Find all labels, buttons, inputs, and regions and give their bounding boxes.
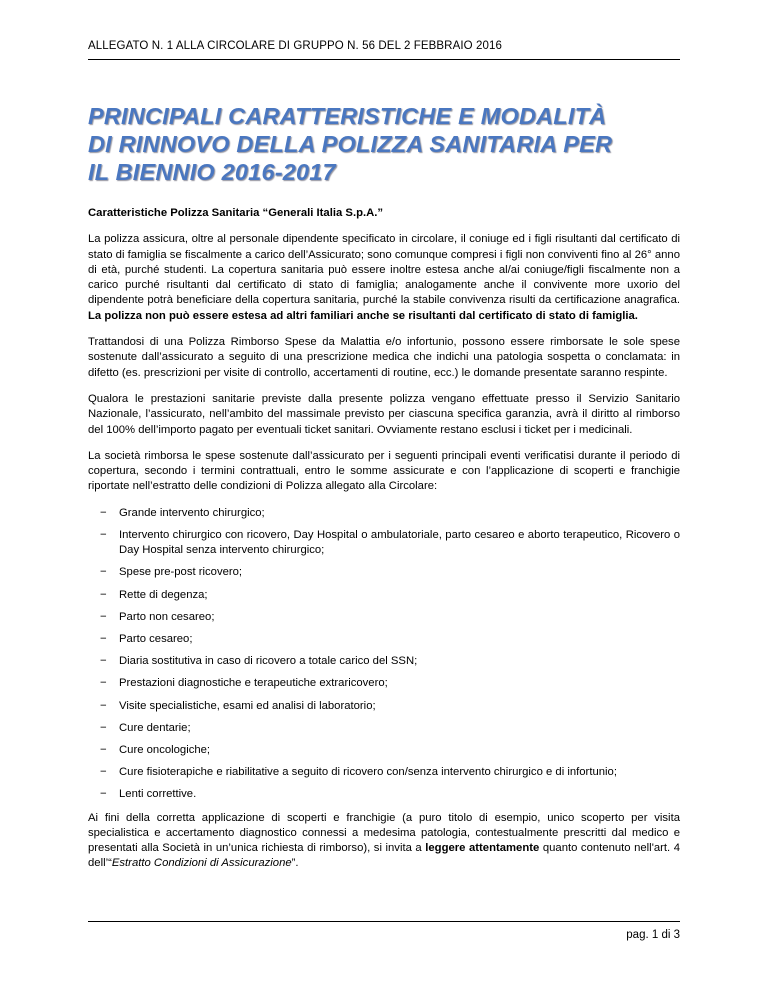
list-item — [88, 632, 680, 647]
list-item — [88, 654, 680, 669]
list-item-text: Lenti correttive. — [119, 788, 197, 801]
list-item — [88, 743, 680, 758]
franchise-text-before: Ai fini della corretta applicazione di scoperti e franchigie (a puro titolo di esempio, unico scoperto per visita specialistica e accertamento diagnostico connessi a medesima patologia, contestualmente prescritti dal medico e presentati alla Società in un’unica richiesta di rimborso), si invita a — [88, 811, 680, 855]
paragraph-coverage — [88, 232, 680, 324]
list-item — [88, 721, 680, 736]
header-divider — [88, 59, 680, 60]
paragraph-coverage-bold: La polizza non può essere estesa ad altri familiari anche se risultanti dal certificato di stato di famiglia. — [88, 309, 638, 322]
list-item-text: Intervento chirurgico con ricovero, Day Hospital o ambulatoriale, parto cesareo e aborto terapeutico, Ricovero o Day Hospital senza intervento chirurgico; — [119, 528, 680, 557]
list-item — [88, 787, 680, 802]
dash-bullet-icon: − — [100, 743, 107, 756]
list-item-text: Grande intervento chirurgico; — [119, 506, 265, 519]
title-line-3: IL BIENNIO 2016-2017 — [88, 159, 336, 185]
section-subtitle: Caratteristiche Polizza Sanitaria “Generali Italia S.p.A.” — [88, 207, 384, 219]
list-item — [88, 528, 680, 559]
dash-bullet-icon: − — [100, 788, 107, 801]
list-item-text: Prestazioni diagnostiche e terapeutiche extraricovero; — [119, 677, 388, 690]
dash-bullet-icon: − — [100, 721, 107, 734]
dash-bullet-icon: − — [100, 655, 107, 668]
list-item — [88, 565, 680, 580]
list-item-text: Parto non cesareo; — [119, 610, 215, 623]
paragraph-ssn: Qualora le prestazioni sanitarie previste dalla presente polizza vengano effettuate presso il Servizio Sanitario Nazionale, l’assicurato, nell’ambito del massimale previsto per ciascuna specifica garanzia, avrà il diritto al rimborso del 100% dell’importo pagato per eventuali ticket sanitari. Ovviamente restano esclusi i ticket per i medicinali. — [88, 392, 680, 436]
list-item — [88, 676, 680, 691]
franchise-bold: leggere attentamente — [425, 842, 540, 855]
list-item — [88, 506, 680, 521]
paragraph-coverage-text: La polizza assicura, oltre al personale dipendente specificato in circolare, il coniuge ed i figli risultanti dal certificato di stato di famiglia se fiscalmente a carico dell’Assicurato; sono comunque compresi i figli non conviventi fino al 26° anno di età, purché studenti. La copertura sanitaria può essere inoltre estesa anche al/ai coniuge/figli fiscalmente non a carico purché risultanti dal certificato di stato di famiglia; analogamente anche il convivente more uxorio del dipendente potrà beneficiare della copertura sanitaria, purché la stabile convivenza risulti da certificazione anagrafica. — [88, 233, 680, 307]
list-item-text: Visite specialistiche, esami ed analisi di laboratorio; — [119, 699, 376, 712]
dash-bullet-icon: − — [100, 588, 107, 601]
list-item-text: Spese pre-post ricovero; — [119, 566, 243, 579]
list-item — [88, 588, 680, 603]
list-item — [88, 699, 680, 714]
dash-bullet-icon: − — [100, 632, 107, 645]
list-item — [88, 610, 680, 625]
list-item-text: Cure oncologiche; — [119, 743, 211, 756]
page-header: ALLEGATO N. 1 ALLA CIRCOLARE DI GRUPPO N. 56 DEL 2 FEBBRAIO 2016 — [88, 40, 502, 52]
paragraph-events-intro: La società rimborsa le spese sostenute dall’assicurato per i seguenti principali eventi verificatisi durante il periodo di copertura, secondo i termini contrattuali, entro le somme assicurate e con l’applicazione di scoperti e franchigie riportate nell’estratto delle condizioni di Polizza allegato alla Circolare: — [88, 449, 680, 493]
dash-bullet-icon: − — [100, 610, 107, 623]
franchise-italic: Estratto Condizioni di Assicurazione — [111, 857, 292, 870]
dash-bullet-icon: − — [100, 699, 107, 712]
list-item — [88, 765, 680, 780]
title-line-2: DI RINNOVO DELLA POLIZZA SANITARIA PER — [88, 131, 613, 157]
list-item-text: Diaria sostitutiva in caso di ricovero a totale carico del SSN; — [119, 655, 418, 668]
dash-bullet-icon: − — [100, 506, 107, 519]
paragraph-franchise — [88, 811, 680, 872]
franchise-text-after: ”. — [291, 857, 299, 870]
footer-divider — [88, 921, 680, 922]
dash-bullet-icon: − — [100, 566, 107, 579]
franchise-text-middle: quanto contenuto nell'art. 4 dell’“ — [88, 842, 680, 870]
list-item-text: Cure dentarie; — [119, 721, 191, 734]
page-number: pag. 1 di 3 — [626, 929, 680, 941]
dash-bullet-icon: − — [100, 528, 107, 541]
events-list — [88, 506, 680, 803]
document-body — [88, 206, 680, 883]
list-item-text: Cure fisioterapiche e riabilitative a seguito di ricovero con/senza intervento chirurgico e di infortunio; — [119, 766, 617, 779]
list-item-text: Parto cesareo; — [119, 632, 193, 645]
document-title — [88, 102, 708, 186]
list-item-text: Rette di degenza; — [119, 588, 208, 601]
dash-bullet-icon: − — [100, 766, 107, 779]
title-line-1: PRINCIPALI CARATTERISTICHE E MODALITÀ — [88, 103, 607, 129]
paragraph-reimbursement: Trattandosi di una Polizza Rimborso Spese da Malattia e/o infortunio, possono essere rimborsate le sole spese sostenute dall’assicurato a seguito di una prescrizione medica che indichi una patologia sospetta o conclamata: in difetto (es. prescrizioni per visite di controllo, accertamenti di routine, ecc.) le domande presentate saranno respinte. — [88, 336, 680, 379]
dash-bullet-icon: − — [100, 677, 107, 690]
